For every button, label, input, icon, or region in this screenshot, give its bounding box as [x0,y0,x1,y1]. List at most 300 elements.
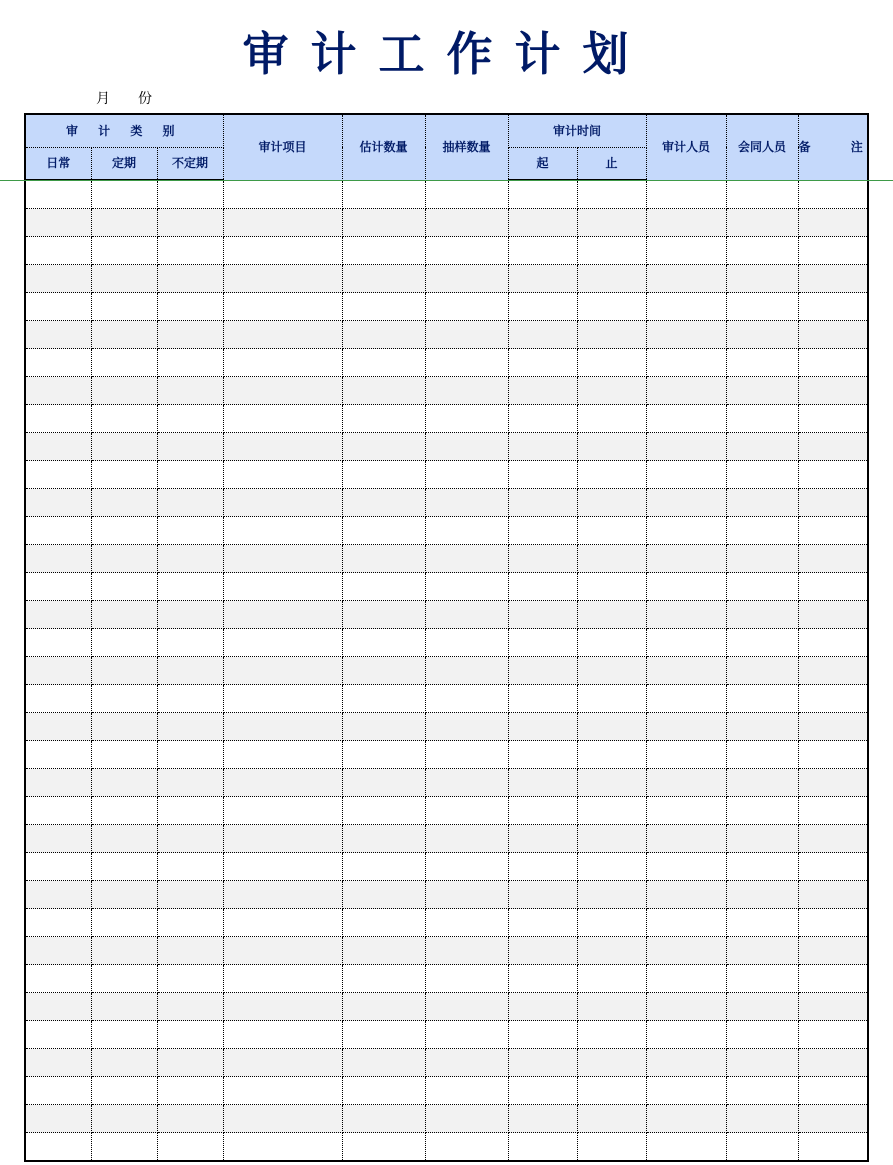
table-cell[interactable] [157,377,223,405]
table-cell[interactable] [25,909,91,937]
table-cell[interactable] [646,657,726,685]
table-cell[interactable] [342,293,425,321]
table-cell[interactable] [157,461,223,489]
table-cell[interactable] [342,461,425,489]
table-cell[interactable] [91,1105,157,1133]
table-cell[interactable] [646,713,726,741]
table-cell[interactable] [646,209,726,237]
table-cell[interactable] [798,489,868,517]
table-cell[interactable] [646,1077,726,1105]
table-cell[interactable] [508,237,577,265]
table-cell[interactable] [646,349,726,377]
table-cell[interactable] [798,377,868,405]
table-cell[interactable] [223,237,342,265]
table-cell[interactable] [798,209,868,237]
table-cell[interactable] [425,349,508,377]
table-cell[interactable] [577,713,646,741]
table-cell[interactable] [342,685,425,713]
table-cell[interactable] [223,657,342,685]
table-cell[interactable] [91,1133,157,1162]
table-cell[interactable] [646,1021,726,1049]
table-cell[interactable] [25,1077,91,1105]
table-cell[interactable] [342,1133,425,1162]
table-cell[interactable] [25,937,91,965]
table-cell[interactable] [798,1021,868,1049]
table-cell[interactable] [157,741,223,769]
table-cell[interactable] [577,1105,646,1133]
table-cell[interactable] [223,965,342,993]
table-cell[interactable] [342,797,425,825]
table-cell[interactable] [342,825,425,853]
table-cell[interactable] [726,489,798,517]
table-cell[interactable] [577,965,646,993]
table-cell[interactable] [223,517,342,545]
table-cell[interactable] [25,265,91,293]
table-cell[interactable] [342,993,425,1021]
table-cell[interactable] [508,1133,577,1162]
table-cell[interactable] [798,265,868,293]
table-cell[interactable] [577,517,646,545]
table-cell[interactable] [157,685,223,713]
table-cell[interactable] [25,433,91,461]
table-cell[interactable] [508,377,577,405]
table-cell[interactable] [91,1077,157,1105]
table-cell[interactable] [425,1021,508,1049]
table-cell[interactable] [157,909,223,937]
table-cell[interactable] [91,881,157,909]
table-cell[interactable] [798,180,868,209]
table-cell[interactable] [342,1105,425,1133]
table-cell[interactable] [577,685,646,713]
table-cell[interactable] [425,433,508,461]
table-cell[interactable] [798,1049,868,1077]
table-cell[interactable] [425,461,508,489]
table-cell[interactable] [798,517,868,545]
table-cell[interactable] [726,937,798,965]
table-cell[interactable] [342,265,425,293]
table-cell[interactable] [223,321,342,349]
table-cell[interactable] [223,265,342,293]
table-cell[interactable] [508,937,577,965]
table-cell[interactable] [157,601,223,629]
table-cell[interactable] [508,601,577,629]
table-cell[interactable] [726,881,798,909]
table-cell[interactable] [25,993,91,1021]
table-cell[interactable] [577,1021,646,1049]
table-cell[interactable] [223,293,342,321]
table-cell[interactable] [646,741,726,769]
table-cell[interactable] [425,685,508,713]
table-cell[interactable] [508,433,577,461]
table-cell[interactable] [425,209,508,237]
table-cell[interactable] [91,405,157,433]
table-cell[interactable] [798,1133,868,1162]
table-cell[interactable] [91,601,157,629]
table-cell[interactable] [223,685,342,713]
table-cell[interactable] [25,405,91,433]
table-cell[interactable] [223,545,342,573]
table-cell[interactable] [646,685,726,713]
table-cell[interactable] [425,237,508,265]
table-cell[interactable] [91,209,157,237]
table-cell[interactable] [798,881,868,909]
table-cell[interactable] [91,377,157,405]
table-cell[interactable] [508,405,577,433]
table-cell[interactable] [508,881,577,909]
table-cell[interactable] [425,797,508,825]
table-cell[interactable] [223,180,342,209]
table-cell[interactable] [425,741,508,769]
table-cell[interactable] [798,769,868,797]
table-cell[interactable] [798,853,868,881]
table-cell[interactable] [726,377,798,405]
table-cell[interactable] [798,657,868,685]
table-cell[interactable] [726,993,798,1021]
table-cell[interactable] [798,433,868,461]
table-cell[interactable] [508,545,577,573]
table-cell[interactable] [342,1021,425,1049]
table-cell[interactable] [646,180,726,209]
table-cell[interactable] [646,909,726,937]
table-cell[interactable] [508,685,577,713]
table-cell[interactable] [91,993,157,1021]
table-cell[interactable] [342,489,425,517]
table-cell[interactable] [25,769,91,797]
table-cell[interactable] [646,265,726,293]
table-cell[interactable] [342,1049,425,1077]
table-cell[interactable] [425,1077,508,1105]
table-cell[interactable] [798,293,868,321]
table-cell[interactable] [425,321,508,349]
table-cell[interactable] [425,629,508,657]
table-cell[interactable] [646,1105,726,1133]
table-cell[interactable] [157,237,223,265]
table-cell[interactable] [223,601,342,629]
table-cell[interactable] [508,629,577,657]
table-cell[interactable] [798,909,868,937]
table-cell[interactable] [508,909,577,937]
table-cell[interactable] [157,517,223,545]
table-cell[interactable] [798,825,868,853]
table-cell[interactable] [726,1021,798,1049]
table-cell[interactable] [726,237,798,265]
table-cell[interactable] [25,825,91,853]
table-cell[interactable] [91,1021,157,1049]
table-cell[interactable] [726,601,798,629]
table-cell[interactable] [25,741,91,769]
table-cell[interactable] [425,293,508,321]
table-cell[interactable] [223,433,342,461]
table-cell[interactable] [223,377,342,405]
table-cell[interactable] [157,993,223,1021]
table-cell[interactable] [726,545,798,573]
table-cell[interactable] [726,685,798,713]
table-cell[interactable] [342,853,425,881]
table-cell[interactable] [91,965,157,993]
table-cell[interactable] [646,517,726,545]
table-cell[interactable] [646,489,726,517]
table-cell[interactable] [91,180,157,209]
table-cell[interactable] [223,769,342,797]
table-cell[interactable] [726,1133,798,1162]
table-cell[interactable] [157,265,223,293]
table-cell[interactable] [577,909,646,937]
table-cell[interactable] [646,937,726,965]
table-cell[interactable] [726,713,798,741]
table-cell[interactable] [91,685,157,713]
table-cell[interactable] [425,573,508,601]
table-cell[interactable] [342,433,425,461]
table-cell[interactable] [425,909,508,937]
table-cell[interactable] [798,601,868,629]
table-cell[interactable] [342,321,425,349]
table-cell[interactable] [646,433,726,461]
table-cell[interactable] [425,769,508,797]
table-cell[interactable] [726,825,798,853]
table-cell[interactable] [25,349,91,377]
table-cell[interactable] [25,881,91,909]
table-cell[interactable] [223,1133,342,1162]
table-cell[interactable] [577,573,646,601]
table-cell[interactable] [91,237,157,265]
table-cell[interactable] [798,1105,868,1133]
table-cell[interactable] [508,657,577,685]
table-cell[interactable] [91,517,157,545]
table-cell[interactable] [798,545,868,573]
table-cell[interactable] [25,461,91,489]
table-cell[interactable] [508,489,577,517]
table-cell[interactable] [157,657,223,685]
table-cell[interactable] [223,1049,342,1077]
table-cell[interactable] [508,1049,577,1077]
table-cell[interactable] [91,461,157,489]
table-cell[interactable] [798,629,868,657]
table-cell[interactable] [726,965,798,993]
table-cell[interactable] [726,461,798,489]
table-cell[interactable] [425,489,508,517]
table-cell[interactable] [425,965,508,993]
table-cell[interactable] [425,937,508,965]
table-cell[interactable] [425,377,508,405]
table-cell[interactable] [223,349,342,377]
table-cell[interactable] [223,909,342,937]
table-cell[interactable] [25,573,91,601]
table-cell[interactable] [342,237,425,265]
table-cell[interactable] [798,713,868,741]
table-cell[interactable] [25,237,91,265]
table-cell[interactable] [508,180,577,209]
table-cell[interactable] [646,601,726,629]
table-cell[interactable] [726,741,798,769]
table-cell[interactable] [157,853,223,881]
table-cell[interactable] [425,1133,508,1162]
table-cell[interactable] [577,937,646,965]
table-cell[interactable] [157,1133,223,1162]
table-cell[interactable] [157,349,223,377]
table-cell[interactable] [157,769,223,797]
table-cell[interactable] [425,1049,508,1077]
table-cell[interactable] [223,853,342,881]
table-cell[interactable] [342,209,425,237]
table-cell[interactable] [91,657,157,685]
table-cell[interactable] [646,769,726,797]
table-cell[interactable] [25,377,91,405]
table-cell[interactable] [726,265,798,293]
table-cell[interactable] [223,797,342,825]
table-cell[interactable] [425,1105,508,1133]
table-cell[interactable] [91,741,157,769]
table-cell[interactable] [577,377,646,405]
table-cell[interactable] [726,180,798,209]
table-cell[interactable] [798,685,868,713]
table-cell[interactable] [726,405,798,433]
table-cell[interactable] [25,713,91,741]
table-cell[interactable] [726,909,798,937]
table-cell[interactable] [223,1077,342,1105]
table-cell[interactable] [577,433,646,461]
table-cell[interactable] [425,713,508,741]
table-cell[interactable] [577,601,646,629]
table-cell[interactable] [223,489,342,517]
table-cell[interactable] [726,349,798,377]
table-cell[interactable] [726,293,798,321]
table-cell[interactable] [342,769,425,797]
table-cell[interactable] [726,209,798,237]
table-cell[interactable] [726,321,798,349]
table-cell[interactable] [646,461,726,489]
table-cell[interactable] [223,573,342,601]
table-cell[interactable] [25,545,91,573]
table-cell[interactable] [577,209,646,237]
table-cell[interactable] [342,573,425,601]
table-cell[interactable] [577,881,646,909]
table-cell[interactable] [157,937,223,965]
table-cell[interactable] [726,1049,798,1077]
table-cell[interactable] [342,545,425,573]
table-cell[interactable] [508,769,577,797]
table-cell[interactable] [798,741,868,769]
table-cell[interactable] [25,657,91,685]
table-cell[interactable] [157,825,223,853]
table-cell[interactable] [798,405,868,433]
table-cell[interactable] [577,853,646,881]
table-cell[interactable] [508,797,577,825]
table-cell[interactable] [508,293,577,321]
table-cell[interactable] [91,825,157,853]
table-cell[interactable] [157,629,223,657]
table-cell[interactable] [577,741,646,769]
table-cell[interactable] [157,433,223,461]
table-cell[interactable] [726,1077,798,1105]
table-cell[interactable] [91,573,157,601]
table-cell[interactable] [157,405,223,433]
table-cell[interactable] [223,629,342,657]
table-cell[interactable] [223,713,342,741]
table-cell[interactable] [425,180,508,209]
table-cell[interactable] [577,629,646,657]
table-cell[interactable] [223,993,342,1021]
table-cell[interactable] [646,881,726,909]
table-cell[interactable] [726,1105,798,1133]
table-cell[interactable] [223,461,342,489]
table-cell[interactable] [25,797,91,825]
table-cell[interactable] [646,993,726,1021]
table-cell[interactable] [425,825,508,853]
table-cell[interactable] [508,853,577,881]
table-cell[interactable] [25,1105,91,1133]
table-cell[interactable] [91,433,157,461]
table-cell[interactable] [577,489,646,517]
table-cell[interactable] [577,405,646,433]
table-cell[interactable] [577,349,646,377]
table-cell[interactable] [91,1049,157,1077]
table-cell[interactable] [577,180,646,209]
table-cell[interactable] [646,293,726,321]
table-cell[interactable] [223,741,342,769]
table-cell[interactable] [342,601,425,629]
table-cell[interactable] [508,265,577,293]
table-cell[interactable] [342,629,425,657]
table-cell[interactable] [646,1133,726,1162]
table-cell[interactable] [798,965,868,993]
table-cell[interactable] [25,1021,91,1049]
table-cell[interactable] [91,937,157,965]
table-cell[interactable] [508,517,577,545]
table-cell[interactable] [508,349,577,377]
table-cell[interactable] [91,545,157,573]
table-cell[interactable] [91,321,157,349]
table-cell[interactable] [25,1133,91,1162]
table-cell[interactable] [508,1021,577,1049]
table-cell[interactable] [25,965,91,993]
table-cell[interactable] [25,321,91,349]
table-cell[interactable] [508,321,577,349]
table-cell[interactable] [223,825,342,853]
table-cell[interactable] [798,937,868,965]
table-cell[interactable] [342,657,425,685]
table-cell[interactable] [342,741,425,769]
table-cell[interactable] [646,573,726,601]
table-cell[interactable] [25,180,91,209]
table-cell[interactable] [508,209,577,237]
table-cell[interactable] [798,321,868,349]
table-cell[interactable] [508,573,577,601]
table-cell[interactable] [91,713,157,741]
table-cell[interactable] [157,1049,223,1077]
table-cell[interactable] [223,1021,342,1049]
table-cell[interactable] [508,713,577,741]
table-cell[interactable] [425,657,508,685]
table-cell[interactable] [646,965,726,993]
table-cell[interactable] [25,1049,91,1077]
table-cell[interactable] [508,825,577,853]
table-cell[interactable] [25,685,91,713]
table-cell[interactable] [798,1077,868,1105]
table-cell[interactable] [157,293,223,321]
table-cell[interactable] [157,321,223,349]
table-cell[interactable] [508,965,577,993]
table-cell[interactable] [91,769,157,797]
table-cell[interactable] [726,433,798,461]
table-cell[interactable] [577,321,646,349]
table-cell[interactable] [577,1077,646,1105]
table-cell[interactable] [425,853,508,881]
table-cell[interactable] [425,993,508,1021]
table-cell[interactable] [577,265,646,293]
table-cell[interactable] [342,1077,425,1105]
table-cell[interactable] [25,209,91,237]
table-cell[interactable] [91,853,157,881]
